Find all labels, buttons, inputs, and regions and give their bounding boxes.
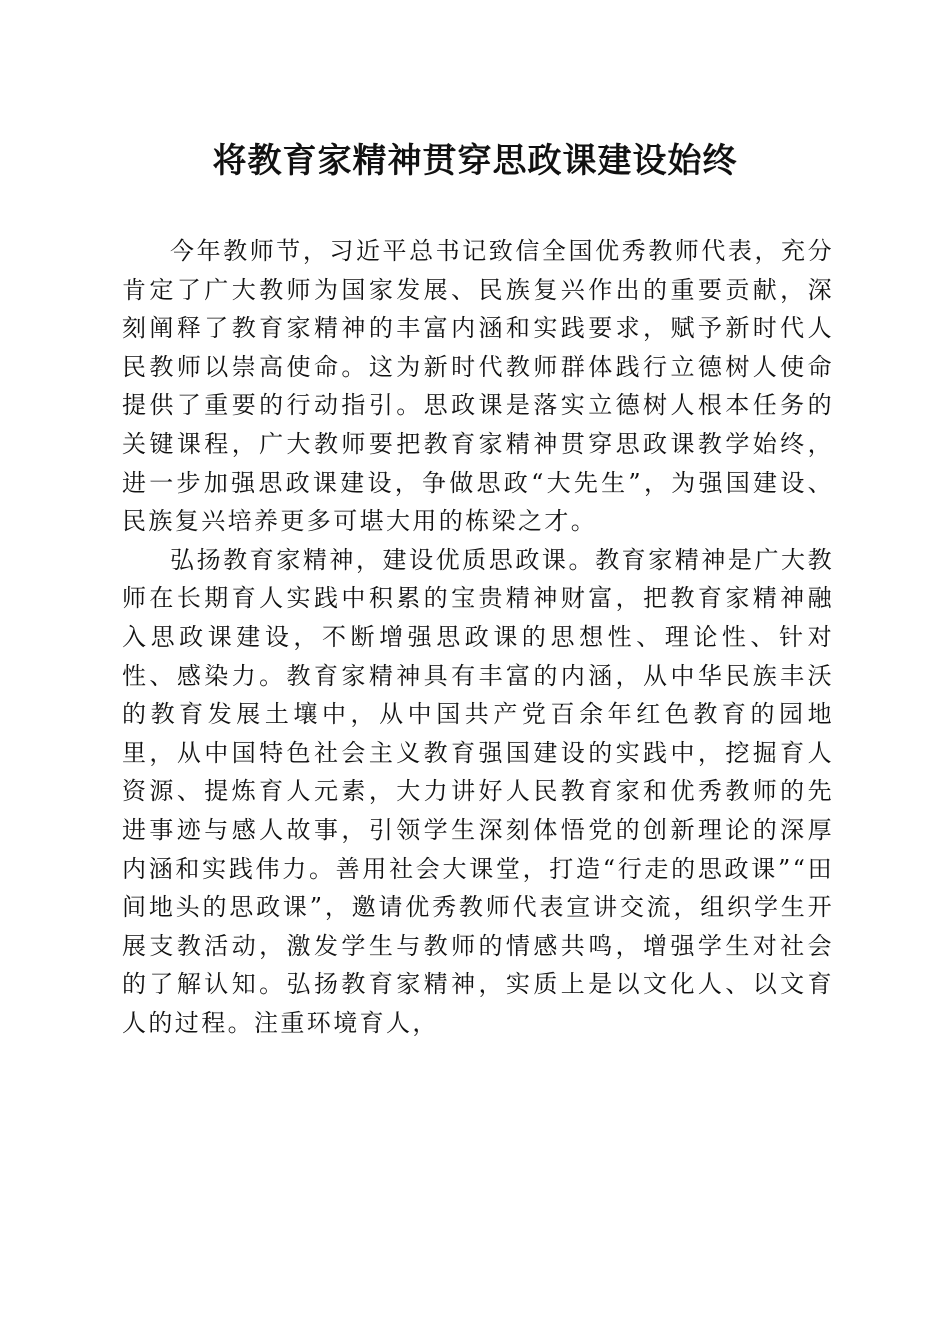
paragraph-2: 弘扬教育家精神，建设优质思政课。教育家精神是广大教师在长期育人实践中积累的宝贵精神财富，把教育家精神融入思政课建设，不断增强思政课的思想性、理论性、针对性、感染力。教育家精神具有丰富的内涵，从中华民族丰沃的教育发展土壤中，从中国共产党百余年红色教育的园地里，从中国特色社会主义教育强国建设的实践中，挖掘育人资源、提炼育人元素，大力讲好人民教育家和优秀教师的先进事迹与感人故事，引领学生深刻体悟党的创新理论的深厚内涵和实践伟力。善用社会大课堂，打造“行走的思政课”“田间地头的思政课”，邀请优秀教师代表宣讲交流，组织学生开展支教活动，激发学生与教师的情感共鸣，增强学生对社会的了解认知。弘扬教育家精神，实质上是以文化人、以文育人的过程。注重环境育人， bbox=[122, 545, 834, 1037]
paragraph-1: 今年教师节，习近平总书记致信全国优秀教师代表，充分肯定了广大教师为国家发展、民族复兴作出的重要贡献，深刻阐释了教育家精神的丰富内涵和实践要求，赋予新时代人民教师以崇高使命。这为新时代教师群体践行立德树人使命提供了重要的行动指引。思政课是落实立德树人根本任务的关键课程，广大教师要把教育家精神贯穿思政课教学始终，进一步加强思政课建设，争做思政“大先生”，为强国建设、民族复兴培养更多可堪大用的栋梁之才。 bbox=[122, 237, 834, 536]
document-title: 将教育家精神贯穿思政课建设始终 bbox=[212, 141, 738, 181]
document-body bbox=[122, 232, 834, 1042]
